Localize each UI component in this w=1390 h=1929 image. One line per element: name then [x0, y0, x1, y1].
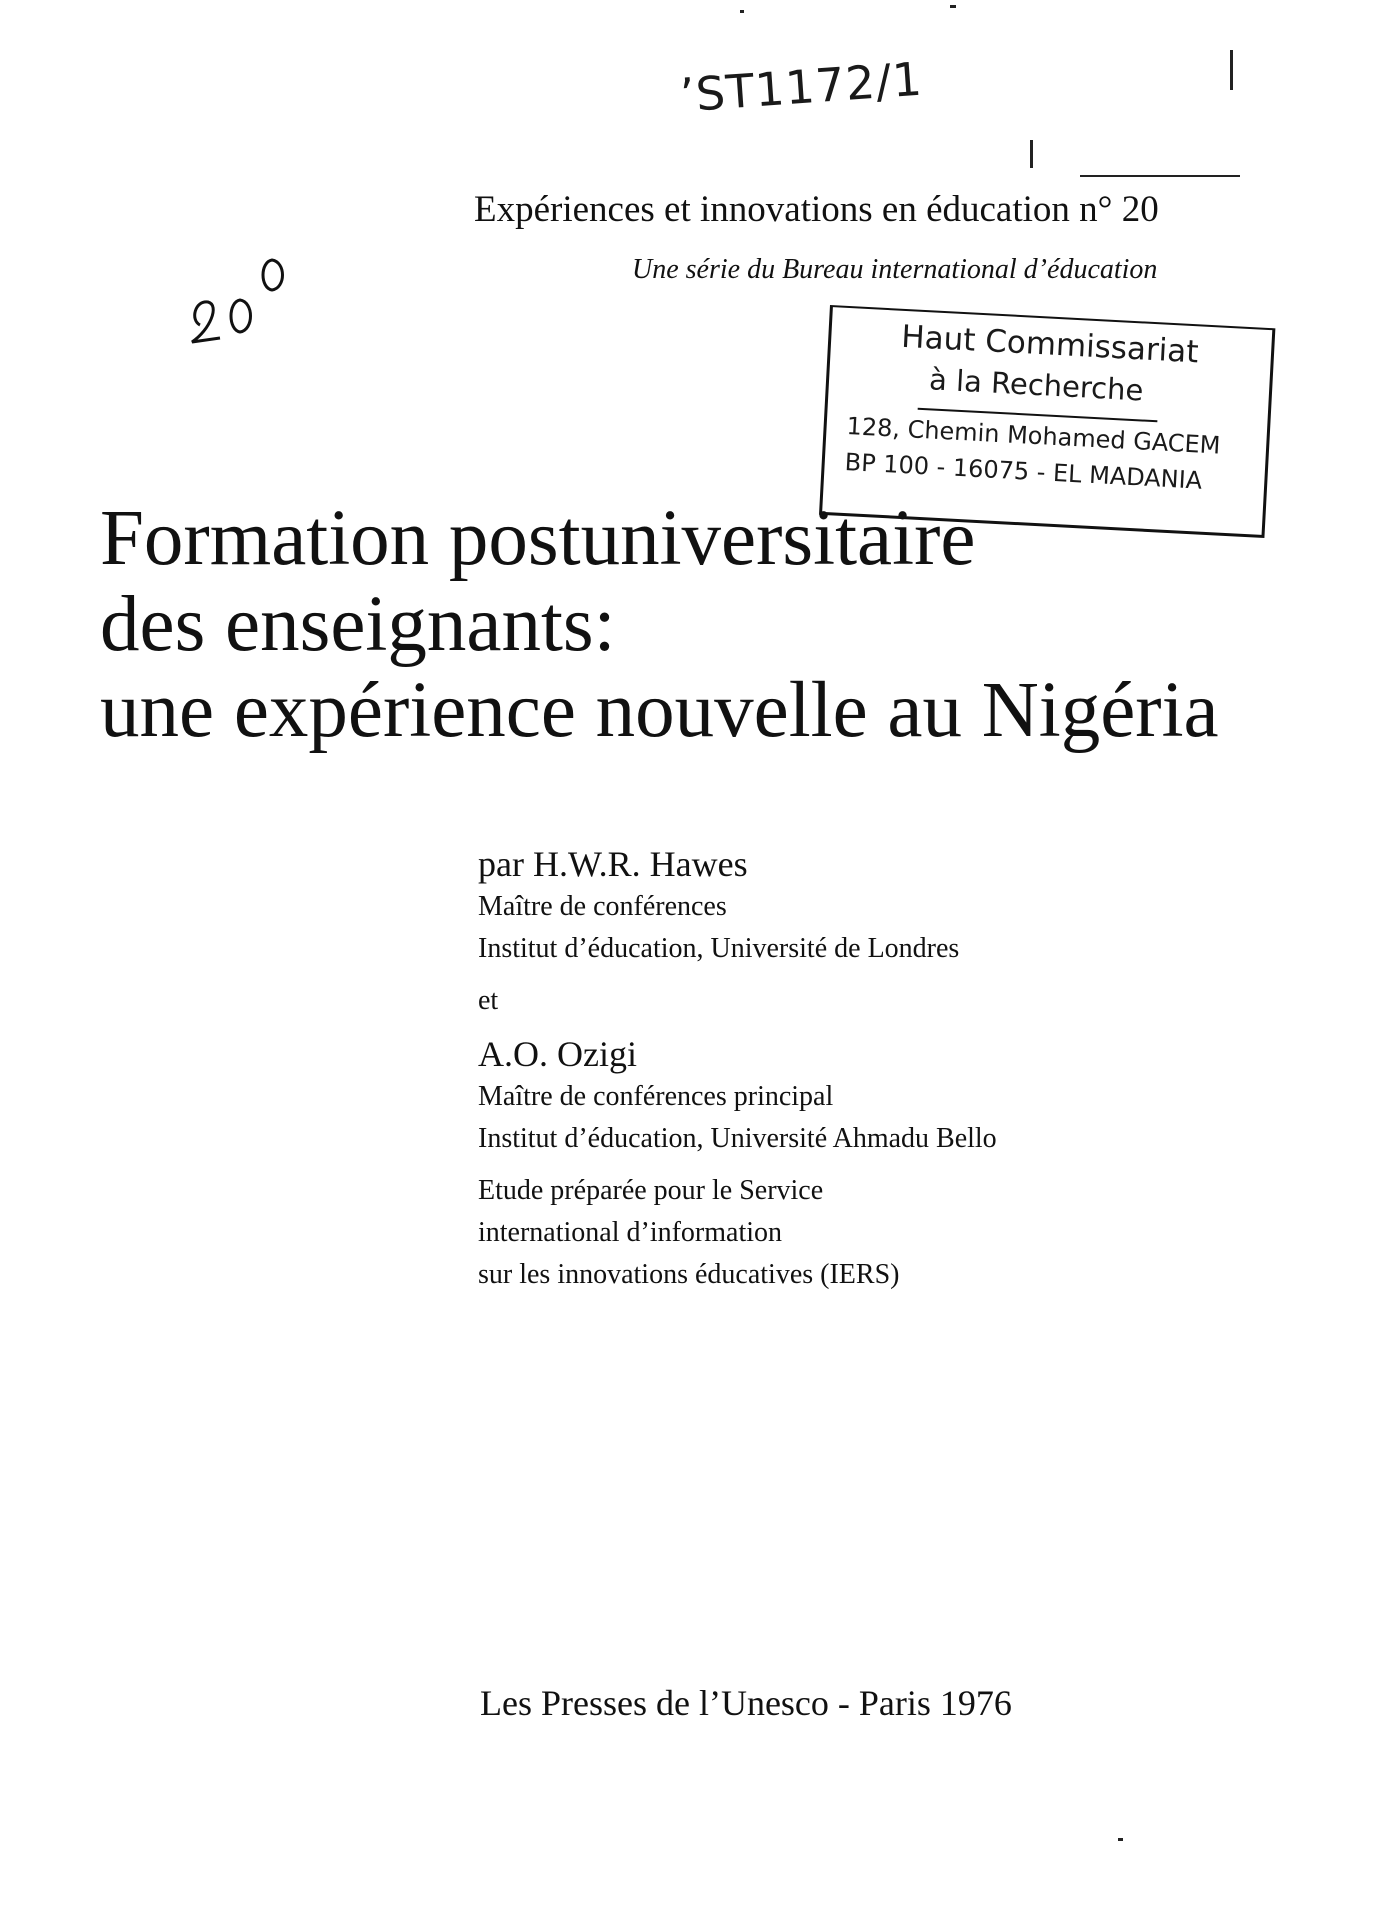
study-note-line-3: sur les innovations éducatives (IERS): [478, 1259, 900, 1290]
book-title: [100, 496, 1219, 754]
handwritten-margin-mark: [180, 230, 330, 370]
stamp-line-2: à la Recherche: [928, 362, 1145, 408]
study-note-line-1: Etude préparée pour le Service: [478, 1175, 824, 1206]
stamp-line-4: BP 100 - 16075 - EL MADANIA: [844, 448, 1203, 495]
title-line-3: une expérience nouvelle au Nigéria: [100, 667, 1219, 754]
handwritten-call-number: ’ST1172/1: [678, 51, 925, 123]
scan-mark: [1080, 175, 1240, 177]
author-1-role: Maître de conférences: [478, 891, 727, 922]
title-line-2: des enseignants:: [100, 581, 616, 668]
study-note-line-2: international d’information: [478, 1217, 783, 1248]
scan-mark: [950, 5, 956, 8]
scan-mark: [1118, 1838, 1123, 1841]
publisher-line: Les Presses de l’Unesco - Paris 1976: [480, 1683, 1012, 1723]
scan-mark: [1230, 50, 1233, 90]
author-conjunction: et: [478, 985, 499, 1016]
series-subtitle: Une série du Bureau international d’éducation: [632, 254, 1158, 285]
stamp-line-3: 128, Chemin Mohamed GACEM: [845, 412, 1222, 460]
title-line-1: Formation postuniversitaire: [100, 495, 976, 582]
author-2-role: Maître de conférences principal: [478, 1081, 834, 1112]
stamp-line-1: Haut Commissariat: [900, 318, 1200, 371]
author-2-name: A.O. Ozigi: [478, 1034, 637, 1074]
scan-mark: [1030, 140, 1033, 168]
author-1-name: par H.W.R. Hawes: [478, 844, 748, 884]
scan-mark: [740, 10, 744, 13]
authors-block: [478, 842, 997, 1296]
series-title: Expériences et innovations en éducation n° 20: [474, 189, 1159, 230]
author-1-institution: Institut d’éducation, Université de Londres: [478, 933, 960, 964]
author-2-institution: Institut d’éducation, Université Ahmadu Bello: [478, 1123, 997, 1154]
